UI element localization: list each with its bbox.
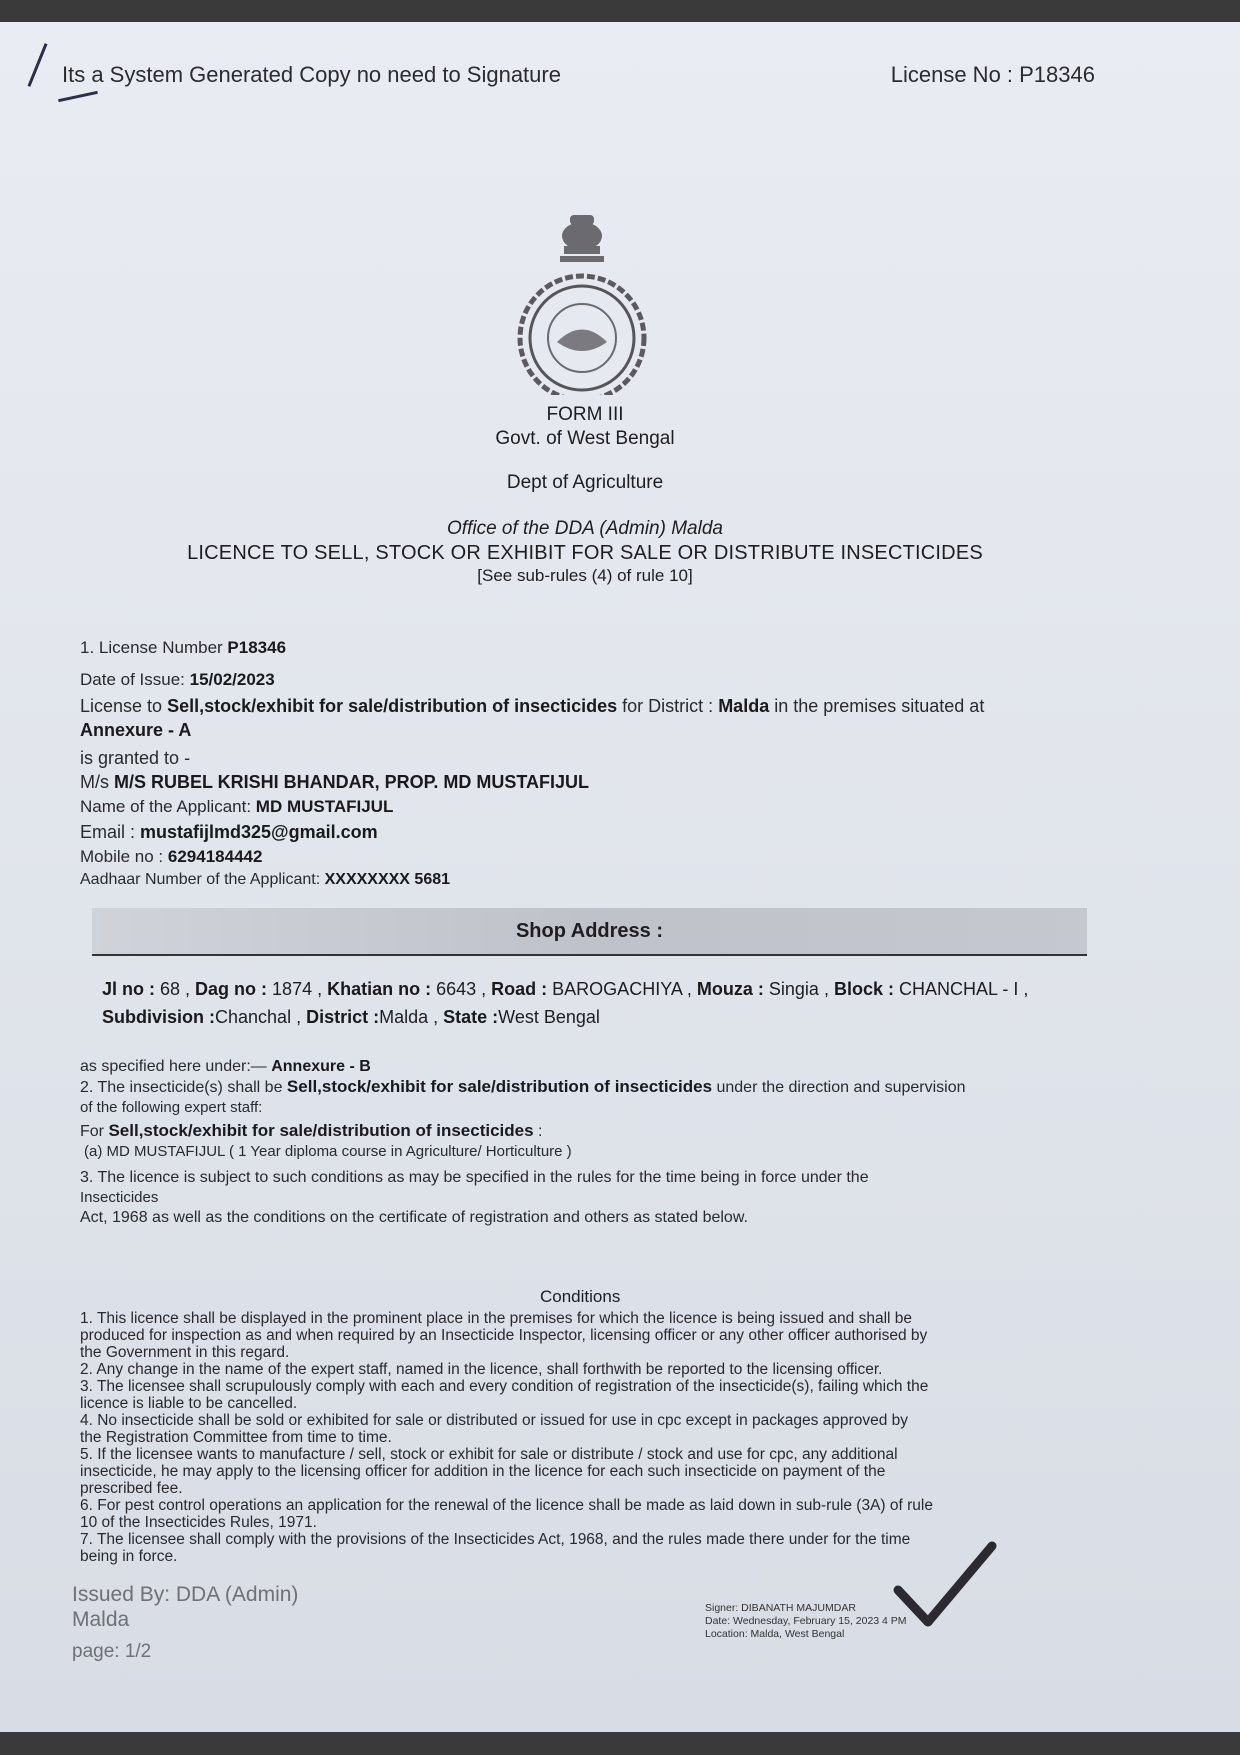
condition-line: licence is liable to be cancelled. <box>80 1395 298 1412</box>
license-number: P18346 <box>227 638 287 657</box>
firm-line: M/s M/S RUBEL KRISHI BHANDAR, PROP. MD MUSTAFIJUL <box>80 772 590 792</box>
license-purpose-line: License to Sell,stock/exhibit for sale/distribution of insecticides for District : Malda in the premises situated at Annexure - A <box>80 696 985 740</box>
expert-staff: (a) MD MUSTAFIJUL ( 1 Year diploma course in Agriculture/ Horticulture ) <box>84 1143 572 1160</box>
digital-signature <box>705 1602 907 1641</box>
applicant-line: Name of the Applicant: MD MUSTAFIJUL <box>80 797 394 816</box>
signature-location: Location: Malda, West Bengal <box>705 1628 845 1640</box>
condition-line: 3. The licensee shall scrupulously comply with each and every condition of registration of the insecticide(s), failing which the <box>80 1378 929 1395</box>
annexure-a: Annexure - A <box>80 720 192 740</box>
firm-name: M/S RUBEL KRISHI BHANDAR, PROP. MD MUSTAFIJUL <box>114 772 590 792</box>
rule-reference: [See sub-rules (4) of rule 10] <box>477 566 693 585</box>
page-number: page: 1/2 <box>72 1641 152 1662</box>
signature-date: Date: Wednesday, February 15, 2023 4 PM <box>705 1615 907 1627</box>
licence-title: LICENCE TO SELL, STOCK OR EXHIBIT FOR SALE OR DISTRIBUTE INSECTICIDES <box>187 542 983 564</box>
form-number: FORM III <box>546 404 624 425</box>
condition-line: 10 of the Insecticides Rules, 1971. <box>80 1514 317 1531</box>
conditions-list <box>80 1310 1090 1565</box>
date-of-issue-line: Date of Issue: 15/02/2023 <box>80 670 275 689</box>
shop-address: Jl no : 68 , Dag no : 1874 , Khatian no : 6643 , Road : BAROGACHIYA , Mouza : Singia , Block : CHANCHAL - I , Subdivision :Chanchal , District :Malda , State :West Bengal <box>102 979 1029 1027</box>
department-name: Dept of Agriculture <box>506 472 664 493</box>
issued-by: Issued By: DDA (Admin) <box>72 1583 299 1606</box>
office-name: Office of the DDA (Admin) Malda <box>447 518 723 539</box>
shop-address-heading: Shop Address : <box>92 908 1087 956</box>
mobile-value: 6294184442 <box>167 847 263 866</box>
header-license-number: License No : P18346 <box>890 62 1095 87</box>
condition-line: 5. If the licensee wants to manufacture / sell, stock or exhibit for sale or distribute / stock and use for cpc, any additional <box>80 1446 898 1463</box>
condition-line: 7. The licensee shall comply with the provisions of the Insecticides Act, 1968, and the rules made there under for the time <box>80 1531 911 1548</box>
date-of-issue: 15/02/2023 <box>189 670 275 689</box>
email-value: mustafijlmd325@gmail.com <box>140 822 378 842</box>
government-emblem-icon <box>512 210 652 395</box>
license-number-line: 1. License Number P18346 <box>80 638 287 657</box>
signature-valid-check-icon <box>890 1538 1000 1633</box>
conditions-title: Conditions <box>540 1287 621 1306</box>
government-name: Govt. of West Bengal <box>495 428 675 449</box>
email-line: Email : mustafijlmd325@gmail.com <box>80 822 378 842</box>
mobile-line: Mobile no : 6294184442 <box>80 847 263 866</box>
condition-line: 2. Any change in the name of the expert staff, named in the licence, shall forthwith be reported to the licensing officer. <box>80 1361 883 1378</box>
condition-line: prescribed fee. <box>80 1480 183 1497</box>
condition-line: 1. This licence shall be displayed in the prominent place in the premises for which the licence is being issued and shall be <box>80 1310 913 1327</box>
condition-line: insecticide, he may apply to the licensing officer for addition in the licence for each such insecticide on payment of the <box>80 1463 886 1480</box>
condition-line: 4. No insecticide shall be sold or exhibited for sale or distributed or issued for use in cpc except in packages approved by <box>80 1412 908 1429</box>
condition-line: produced for inspection as and when required by an Insecticide Inspector, licensing officer or any other officer authorised by <box>80 1327 928 1344</box>
aadhaar-line: Aadhaar Number of the Applicant: XXXXXXXX 5681 <box>80 871 451 888</box>
granted-to: is granted to - <box>80 748 191 768</box>
annexure-b: Annexure - B <box>271 1058 371 1075</box>
condition-line: the Registration Committee from time to time. <box>80 1429 392 1446</box>
issued-place: Malda <box>72 1608 130 1631</box>
system-generated-note: Its a System Generated Copy no need to Signature <box>62 62 561 87</box>
condition-line: 6. For pest control operations an application for the renewal of the licence shall be made as laid down in sub-rule (3A) of rule <box>80 1497 933 1514</box>
signer-name: Signer: DIBANATH MAJUMDAR <box>705 1602 856 1614</box>
condition-line: the Government in this regard. <box>80 1344 290 1361</box>
applicant-name: MD MUSTAFIJUL <box>255 797 394 816</box>
aadhaar-value: XXXXXXXX 5681 <box>324 871 451 888</box>
annexure-section: as specified here under:— Annexure - B 2. The insecticide(s) shall be Sell,stock/exhibit for sale/distribution of insecticides under the direction and supervision of the following expert staff: For Sell,stock/exhibit for sale/distribution of insecticides : (a) MD MUSTAFIJUL ( 1 Year diploma course in Agriculture/ Horticulture ) 3. The licence is subject to such conditions as may be specified in the rules for the time being in force under the Insecticides Act, 1968 as well as the conditions on the certificate of registration and others as stated below. <box>80 1057 1100 1228</box>
condition-line: being in force. <box>80 1548 178 1565</box>
